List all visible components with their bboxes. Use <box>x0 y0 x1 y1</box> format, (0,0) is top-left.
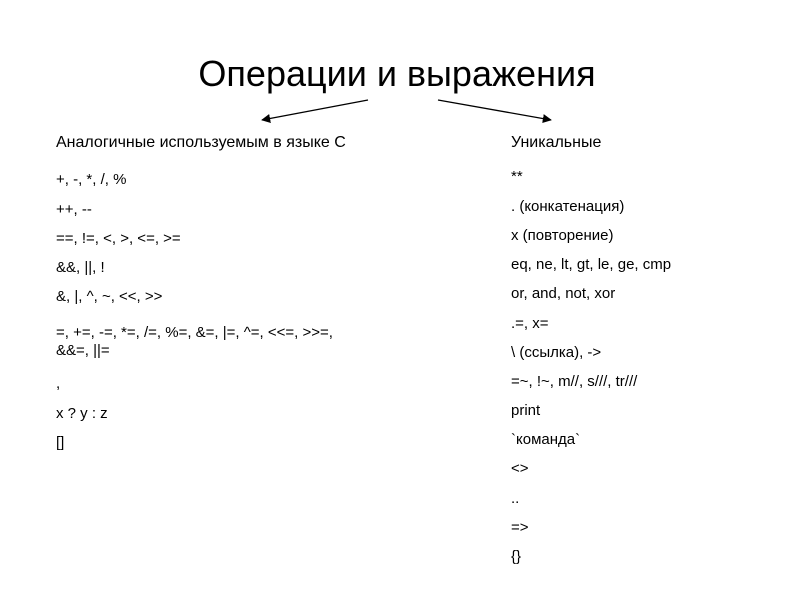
list-item: =~, !~, m//, s///, tr/// <box>511 373 638 390</box>
list-item: `команда` <box>511 431 581 448</box>
column-heading-shared: Аналогичные используемым в языке С <box>56 134 346 151</box>
list-item: x (повторение) <box>511 227 614 244</box>
slide-title: Операции и выражения <box>198 53 596 94</box>
list-item: . (конкатенация) <box>511 198 625 215</box>
list-item: =, +=, -=, *=, /=, %=, &=, |=, ^=, <<=, >>=, <box>56 324 333 341</box>
column-heading-unique: Уникальные <box>511 134 602 151</box>
list-item: .. <box>511 490 520 507</box>
list-item: ==, !=, <, >, <=, >= <box>56 230 181 247</box>
list-item: &&, ||, ! <box>56 259 105 276</box>
list-item: or, and, not, xor <box>511 285 616 302</box>
list-item: [] <box>56 434 65 451</box>
list-item: eq, ne, lt, gt, le, ge, cmp <box>511 256 672 273</box>
list-item: ++, -- <box>56 201 92 218</box>
list-item: => <box>511 519 529 536</box>
list-item: <> <box>511 460 529 477</box>
list-item: , <box>56 375 61 392</box>
list-item: {} <box>511 548 522 565</box>
list-item: x ? y : z <box>56 405 108 422</box>
list-item: &, |, ^, ~, <<, >> <box>56 288 163 305</box>
list-item: \ (ссылка), -> <box>511 344 602 361</box>
list-item: ** <box>511 168 523 185</box>
list-item: .=, x= <box>511 315 549 332</box>
list-item: print <box>511 402 541 419</box>
list-item: &&=, ||= <box>56 342 110 359</box>
list-item: +, -, *, /, % <box>56 171 127 188</box>
